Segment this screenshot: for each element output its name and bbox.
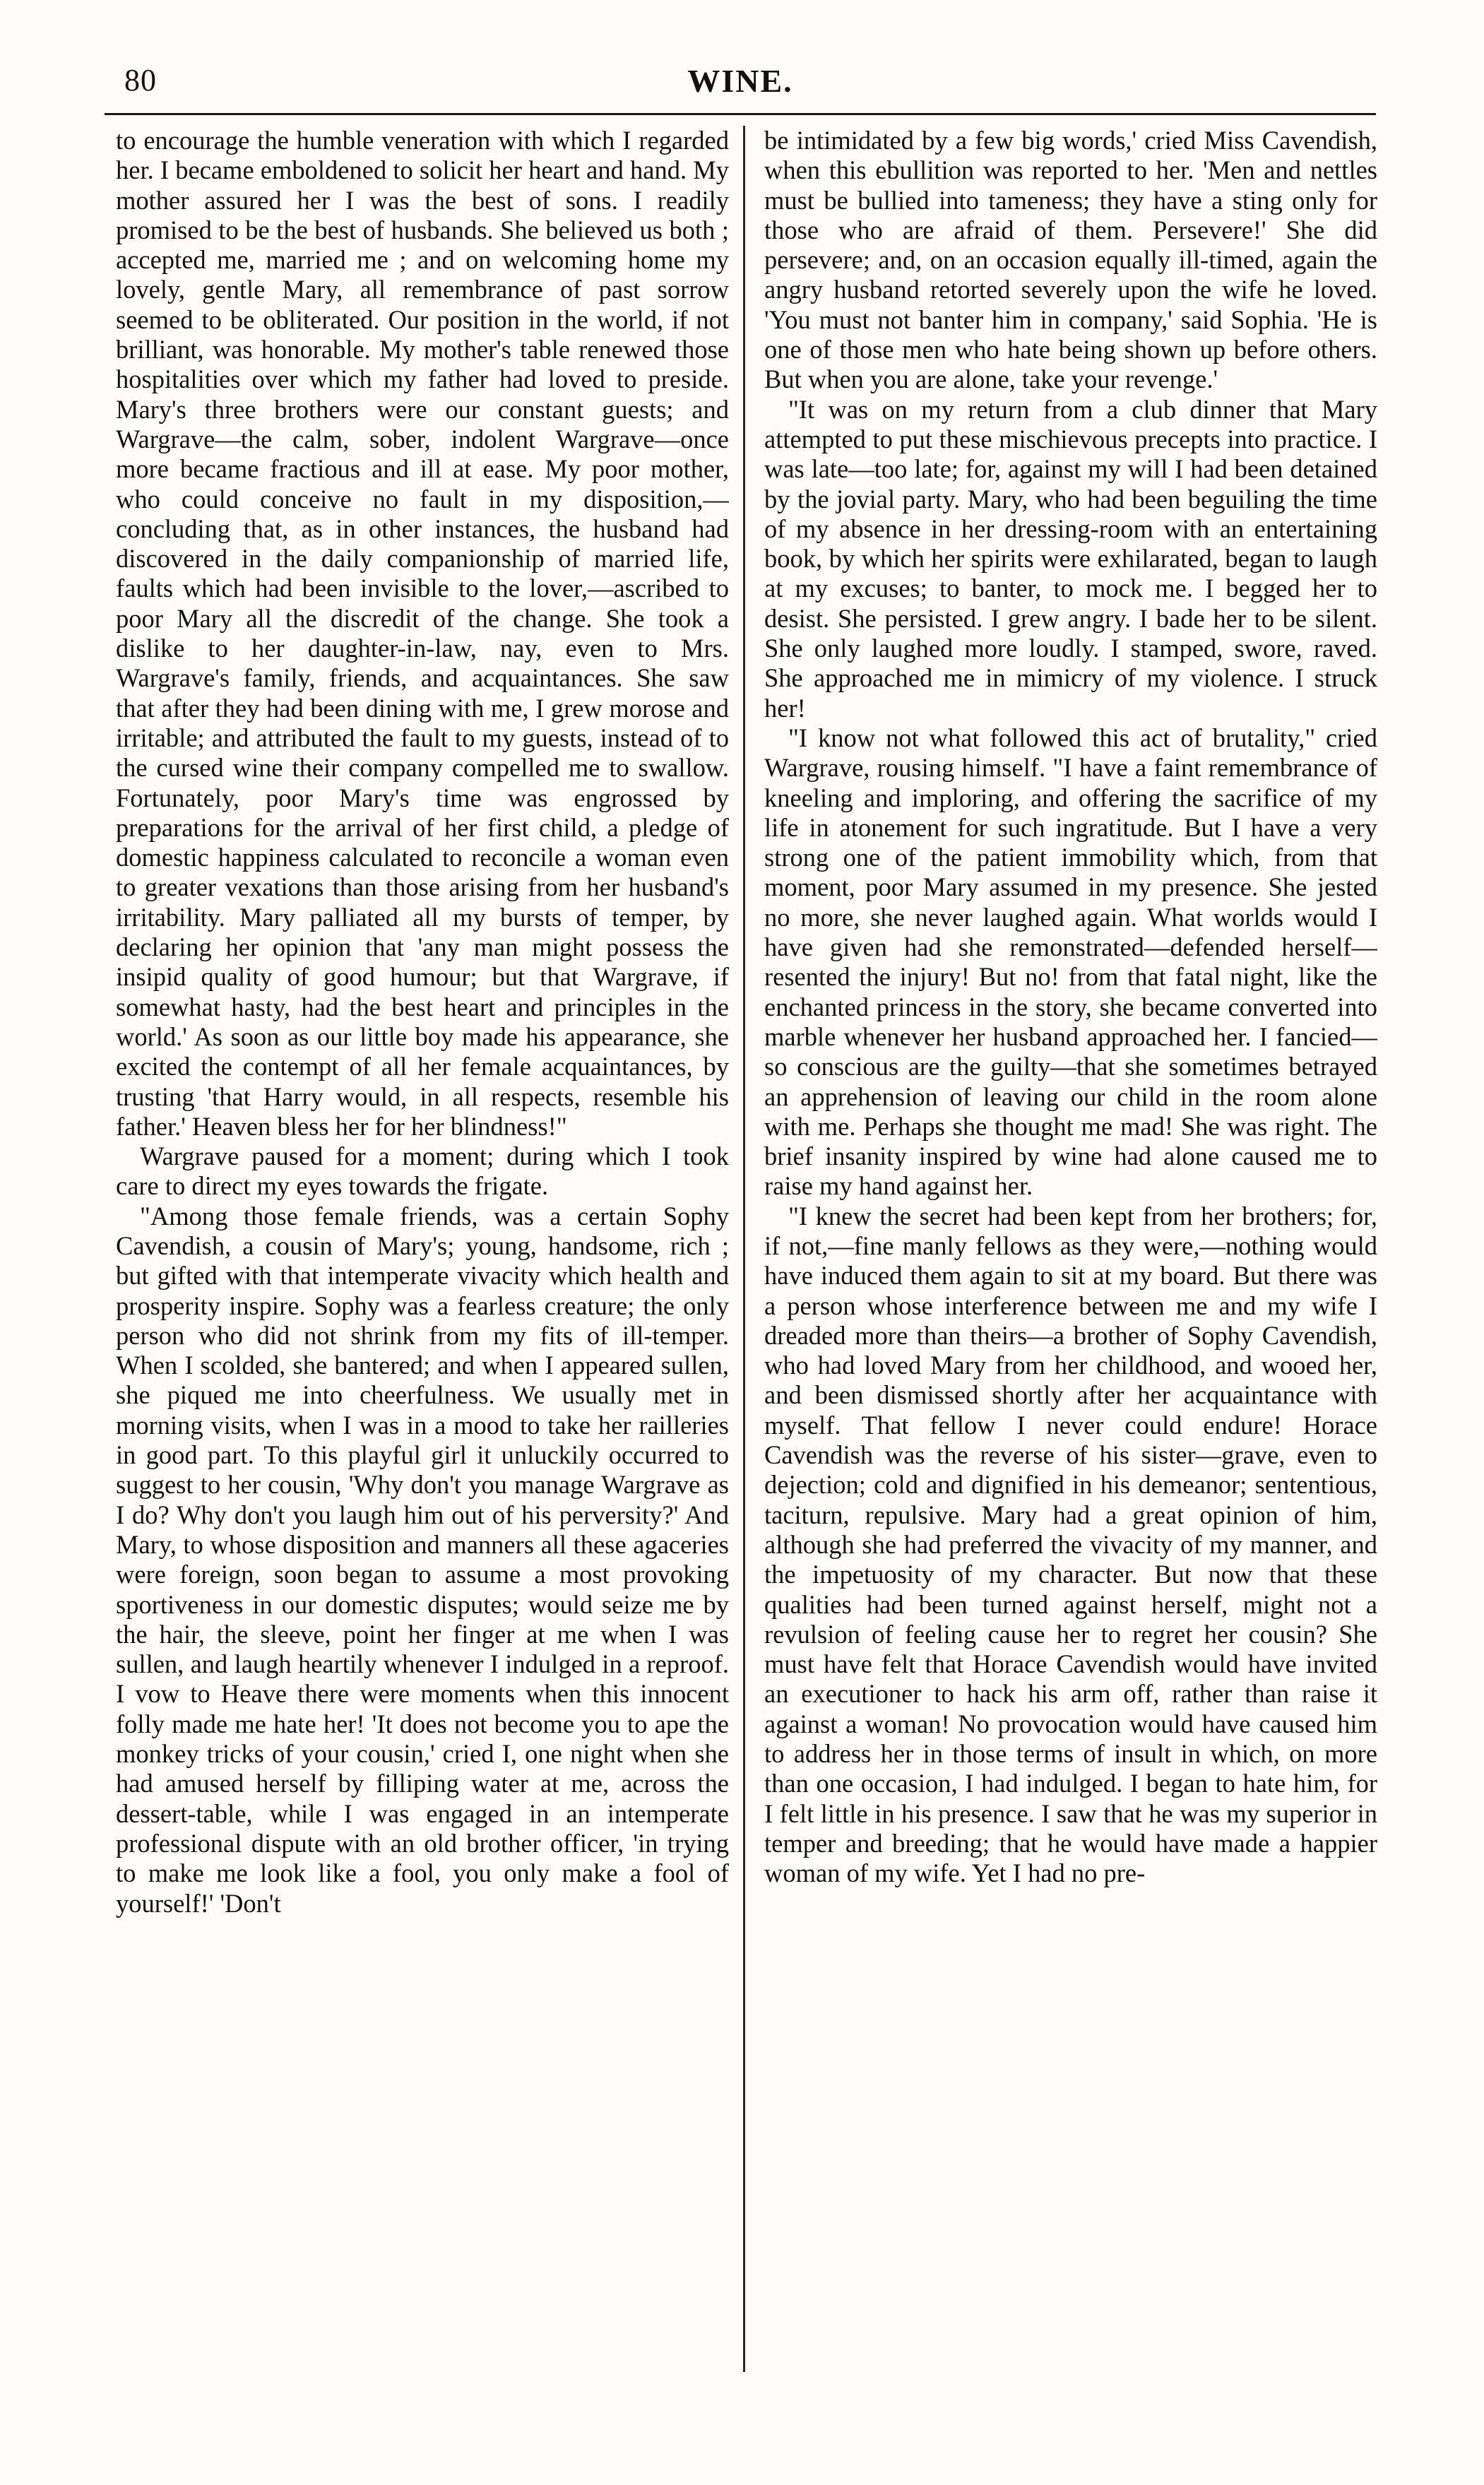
running-title: WINE. xyxy=(687,63,793,99)
page-header xyxy=(105,59,1376,105)
paragraph: "I knew the secret had been kept from her brothers; for, if not,—fine manly fellows as they were,—nothing would have induced them again to sit at my board. But there was a person whose interference between me and my wife I dreaded more than theirs—a brother of Sophy Cavendish, who had loved Mary from her childhood, and wooed her, and been dismissed shortly after her acquaintance with myself. That fellow I never could endure! Horace Cavendish was the reverse of his sister—grave, even to dejection; cold and dignified in his demeanor; sententious, taciturn, repulsive. Mary had a great opinion of him, although she had preferred the vivacity of my manner, and the impetuosity of my character. But now that these qualities had been turned against herself, might not a revulsion of feeling cause her to regret her cousin? She must have felt that Horace Cavendish would have invited an executioner to hack his arm off, rather than raise it against a woman! No provocation would have caused him to address her in those terms of insult in which, on more than one occasion, I had indulged. I began to hate him, for I felt little in his presence. I saw that he was my superior in temper and breeding; that he would have made a happier woman of my wife. Yet I had no pre- xyxy=(764,1201,1377,1888)
text-columns xyxy=(116,126,1380,2400)
paragraph: Wargrave paused for a moment; during which I took care to direct my eyes towards the frigate. xyxy=(116,1141,729,1201)
paragraph: "Among those female friends, was a certain Sophy Cavendish, a cousin of Mary's; young, handsome, rich ; but gifted with that intemperate vivacity which health and prosperity inspire. Sophy was a fearless creature; the only person who did not shrink from my fits of ill-temper. When I scolded, she bantered; and when I appeared sullen, she piqued me into cheerfulness. We usually met in morning visits, when I was in a mood to take her railleries in good part. To this playful girl it unluckily occurred to suggest to her cousin, 'Why don't you manage Wargrave as I do? Why don't you laugh him out of his perversity?' And Mary, to whose disposition and manners all these agaceries were foreign, soon began to assume a most provoking sportiveness in our domestic disputes; would seize me by the hair, the sleeve, point her finger at me when I was sullen, and laugh heartily whenever I indulged in a reproof. I vow to Heave there were moments when this innocent folly made me hate her! 'It does not become you to ape the monkey tricks of your cousin,' cried I, one night when she had amused herself by filliping water at me, across the dessert-table, while I was engaged in an intemperate professional dispute with an old brother officer, 'in trying to make me look like a fool, you only make a fool of yourself!' 'Don't xyxy=(116,1201,729,1918)
right-column xyxy=(764,126,1377,2400)
paragraph: "I know not what followed this act of brutality," cried Wargrave, rousing himself. "I have a faint remembrance of kneeling and imploring, and offering the sacrifice of my life in atonement for such ingratitude. But I have a very strong one of the patient immobility which, from that moment, poor Mary assumed in my presence. She jested no more, she never laughed again. What worlds would I have given had she remonstrated—defended herself—resented the injury! But no! from that fatal night, like the enchanted princess in the story, she became converted into marble whenever her husband approached her. I fancied—so conscious are the guilty—that she sometimes betrayed an apprehension of leaving our child in the room alone with me. Perhaps she thought me mad! She was right. The brief insanity inspired by wine had alone caused me to raise my hand against her. xyxy=(764,723,1377,1201)
paragraph: to encourage the humble veneration with which I regarded her. I became emboldened to solicit her heart and hand. My mother assured her I was the best of sons. I readily promised to be the best of husbands. She believed us both ; accepted me, married me ; and on welcoming home my lovely, gentle Mary, all remembrance of past sorrow seemed to be obliterated. Our position in the world, if not brilliant, was honorable. My mother's table renewed those hospitalities over which my father had loved to preside. Mary's three brothers were our constant guests; and Wargrave—the calm, sober, indolent Wargrave—once more became fractious and ill at ease. My poor mother, who could conceive no fault in my disposition,—concluding that, as in other instances, the husband had discovered in the daily companionship of married life, faults which had been invisible to the lover,—ascribed to poor Mary all the discredit of the change. She took a dislike to her daughter-in-law, nay, even to Mrs. Wargrave's family, friends, and acquaintances. She saw that after they had been dining with me, I grew morose and irritable; and attributed the fault to my guests, instead of to the cursed wine their company compelled me to swallow. Fortunately, poor Mary's time was engrossed by preparations for the arrival of her first child, a pledge of domestic happiness calculated to reconcile a woman even to greater vexations than those arising from her husband's irritability. Mary palliated all my bursts of temper, by declaring her opinion that 'any man might possess the insipid quality of good humour; but that Wargrave, if somewhat hasty, had the best heart and principles in the world.' As soon as our little boy made his appearance, she excited the contempt of all her female acquaintances, by trusting 'that Harry would, in all respects, resemble his father.' Heaven bless her for her blindness!" xyxy=(116,126,729,1141)
paragraph: be intimidated by a few big words,' cried Miss Cavendish, when this ebullition was reported to her. 'Men and nettles must be bullied into tameness; they have a sting only for those who are afraid of them. Persevere!' She did persevere; and, on an occasion equally ill-timed, again the angry husband retorted severely upon the wife he loved. 'You must not banter him in company,' said Sophia. 'He is one of those men who hate being shown up before others. But when you are alone, take your revenge.' xyxy=(764,126,1377,394)
header-rule xyxy=(105,113,1376,115)
left-column xyxy=(116,126,729,2400)
paragraph: "It was on my return from a club dinner that Mary attempted to put these mischievous precepts into practice. I was late—too late; for, against my will I had been detained by the jovial party. Mary, who had been beguiling the time of my absence in her dressing-room with an entertaining book, by which her spirits were exhilarated, began to laugh at my excuses; to banter, to mock me. I begged her to desist. She persisted. I grew angry. I bade her to be silent. She only laughed more loudly. I stamped, swore, raved. She approached me in mimicry of my violence. I struck her! xyxy=(764,394,1377,723)
page-number: 80 xyxy=(124,63,157,97)
